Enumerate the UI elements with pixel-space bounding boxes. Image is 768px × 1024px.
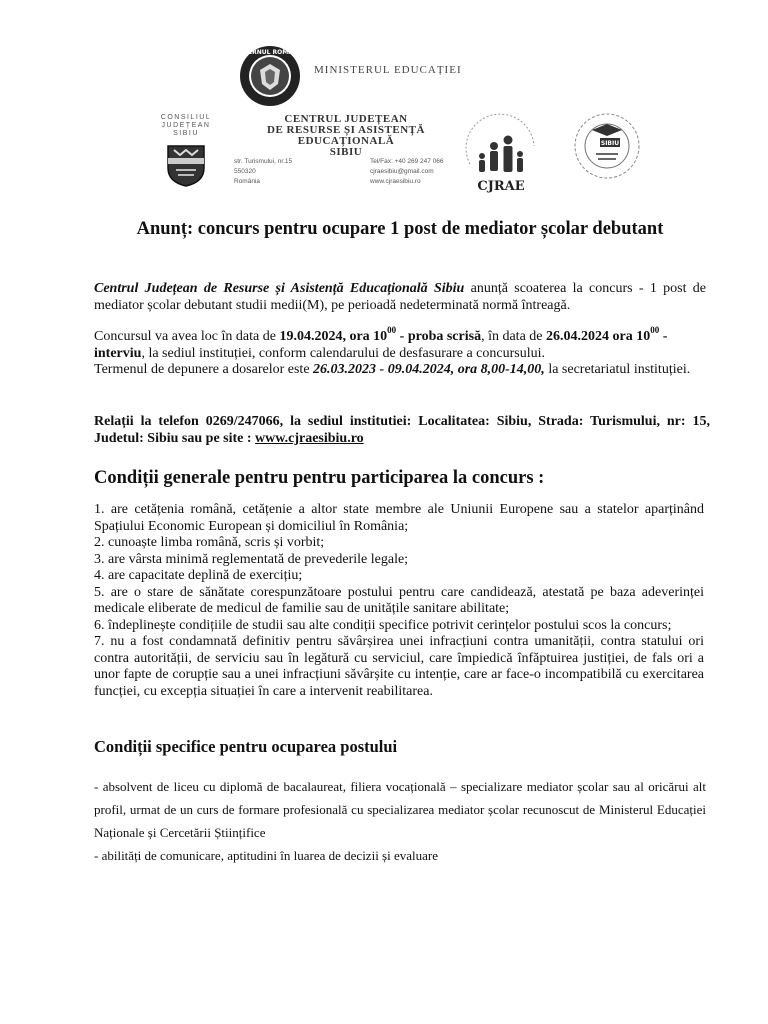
list-item: 6. îndeplinește condițiile de studii sau alte condiții specifice potrivit cerințelor postului scos la concurs; — [94, 617, 672, 633]
list-item: 5. are o stare de sănătate corespunzătoare postului pentru care candidează, atestată pe baza adeverinței medicale eliberate de medicul de familie sau de unitățile sanitare abilitate; — [94, 584, 704, 616]
institution-name: Centrul Județean de Resurse și Asistență Educațională Sibiu — [94, 281, 465, 296]
intro-paragraph — [94, 281, 706, 314]
submission-deadline: 26.03.2023 - 09.04.2024, ora 8,00-14,00, — [313, 362, 545, 377]
list-item: 4. are capacitate deplină de exercițiu; — [94, 568, 303, 583]
specific-conditions-heading: Condiții specifice pentru ocuparea postului — [94, 737, 398, 756]
written-test-date: 19.04.2024, ora 10 — [279, 329, 388, 344]
schedule-paragraph: Concursul va avea loc în data de 19.04.2024, ora $10^{00}$ - proba scrisă, în data de 26.04.2024 ora $10^{00}$ - interviu, la sediul instituției, conform calendarului de desfasurare a concursului. Termenul de depunere a dosarelor este 26.03.2023 - 09.04.2024, ora 8,00-14,00, la secretariatul instituției. — [94, 325, 691, 377]
contact-paragraph: Relații la telefon 0269/247066, la sediul institutiei: Localitatea: Sibiu, Strada: Turismului, nr: 15, Judetul: Sibiu sau pe site : www.cjraesibiu.ro — [94, 414, 710, 446]
list-item: 1. are cetățenia română, cetățenie a altor state membre ale Uniunii Europene sau a statelor aparținând Spațiului Economic European și domiciliul în România; — [94, 502, 704, 534]
sibiu-logo-text: SIBIU — [600, 140, 620, 147]
cjrae-logo — [458, 106, 544, 198]
sibiu-county-crest-logo — [166, 144, 206, 188]
announcement-title: Anunț: concurs pentru ocupare 1 post de mediator școlar debutant — [136, 219, 664, 239]
list-item: 2. cunoaște limba română, scris și vorbit; — [94, 535, 325, 550]
general-conditions-heading: Condiții generale pentru pentru participarea la concurs : — [94, 468, 545, 488]
county-council-label: CONSILIUL JUDEȚEAN SIBIU — [160, 114, 212, 137]
ministry-label: MINISTERUL EDUCAȚIEI — [314, 64, 462, 76]
list-item: - abilități de comunicare, aptitudini în luarea de decizii și evaluare — [94, 848, 438, 863]
address-block: str. Turismului, nr.15 550320 România — [234, 158, 293, 185]
government-seal-logo — [233, 44, 307, 108]
contact-block: Tel/Fax: +40 269 247 066 cjraesibiu@gmail.com www.cjraesibiu.ro — [370, 158, 444, 185]
general-conditions-list — [94, 502, 704, 700]
list-item: 3. are vârsta minimă reglementată de prevederile legale; — [94, 551, 409, 567]
list-item: 7. nu a fost condamnată definitiv pentru săvârșirea unei infracțiuni contra umanității, contra statului ori contra autorității, de serviciu sau în legătură cu serviciul, care împiedică înfăptuirea justiției, de fals ori a unor fapte de corupție sau a unei infracțiuni săvârșite cu intenție, care ar face-o incompatibilă cu exercitarea funcției, cu excepția situației în care a intervenit reabilitarea. — [94, 634, 704, 699]
list-item: - absolvent de liceu cu diplomă de bacalaureat, filiera vocațională – specializare mediator școlar sau al oricărui alt profil, urmat de un curs de formare profesională cu specializarea mediator școlar recunoscut de Ministerul Educației Naționale și Cercetării Științifice — [94, 779, 706, 840]
sibiu-education-logo — [572, 108, 642, 184]
center-name: CENTRUL JUDEȚEAN DE RESURSE ȘI ASISTENȚĂ EDUCAȚIONALĂ SIBIU — [267, 113, 425, 158]
interview-date: 26.04.2024 ora 10 — [546, 329, 651, 344]
specific-conditions-list — [94, 775, 706, 867]
cjrae-logo-text: CJRAE — [477, 179, 525, 194]
website-link[interactable]: www.cjraesibiu.ro — [255, 430, 364, 446]
gov-seal-text: GUVERNUL ROMÂNIEI — [233, 49, 307, 56]
intro-text: anunță scoaterea la concurs - 1 post de mediator școlar debutant studii medii(M), pe perioadă nedeterminată normă întreagă. — [94, 281, 707, 313]
